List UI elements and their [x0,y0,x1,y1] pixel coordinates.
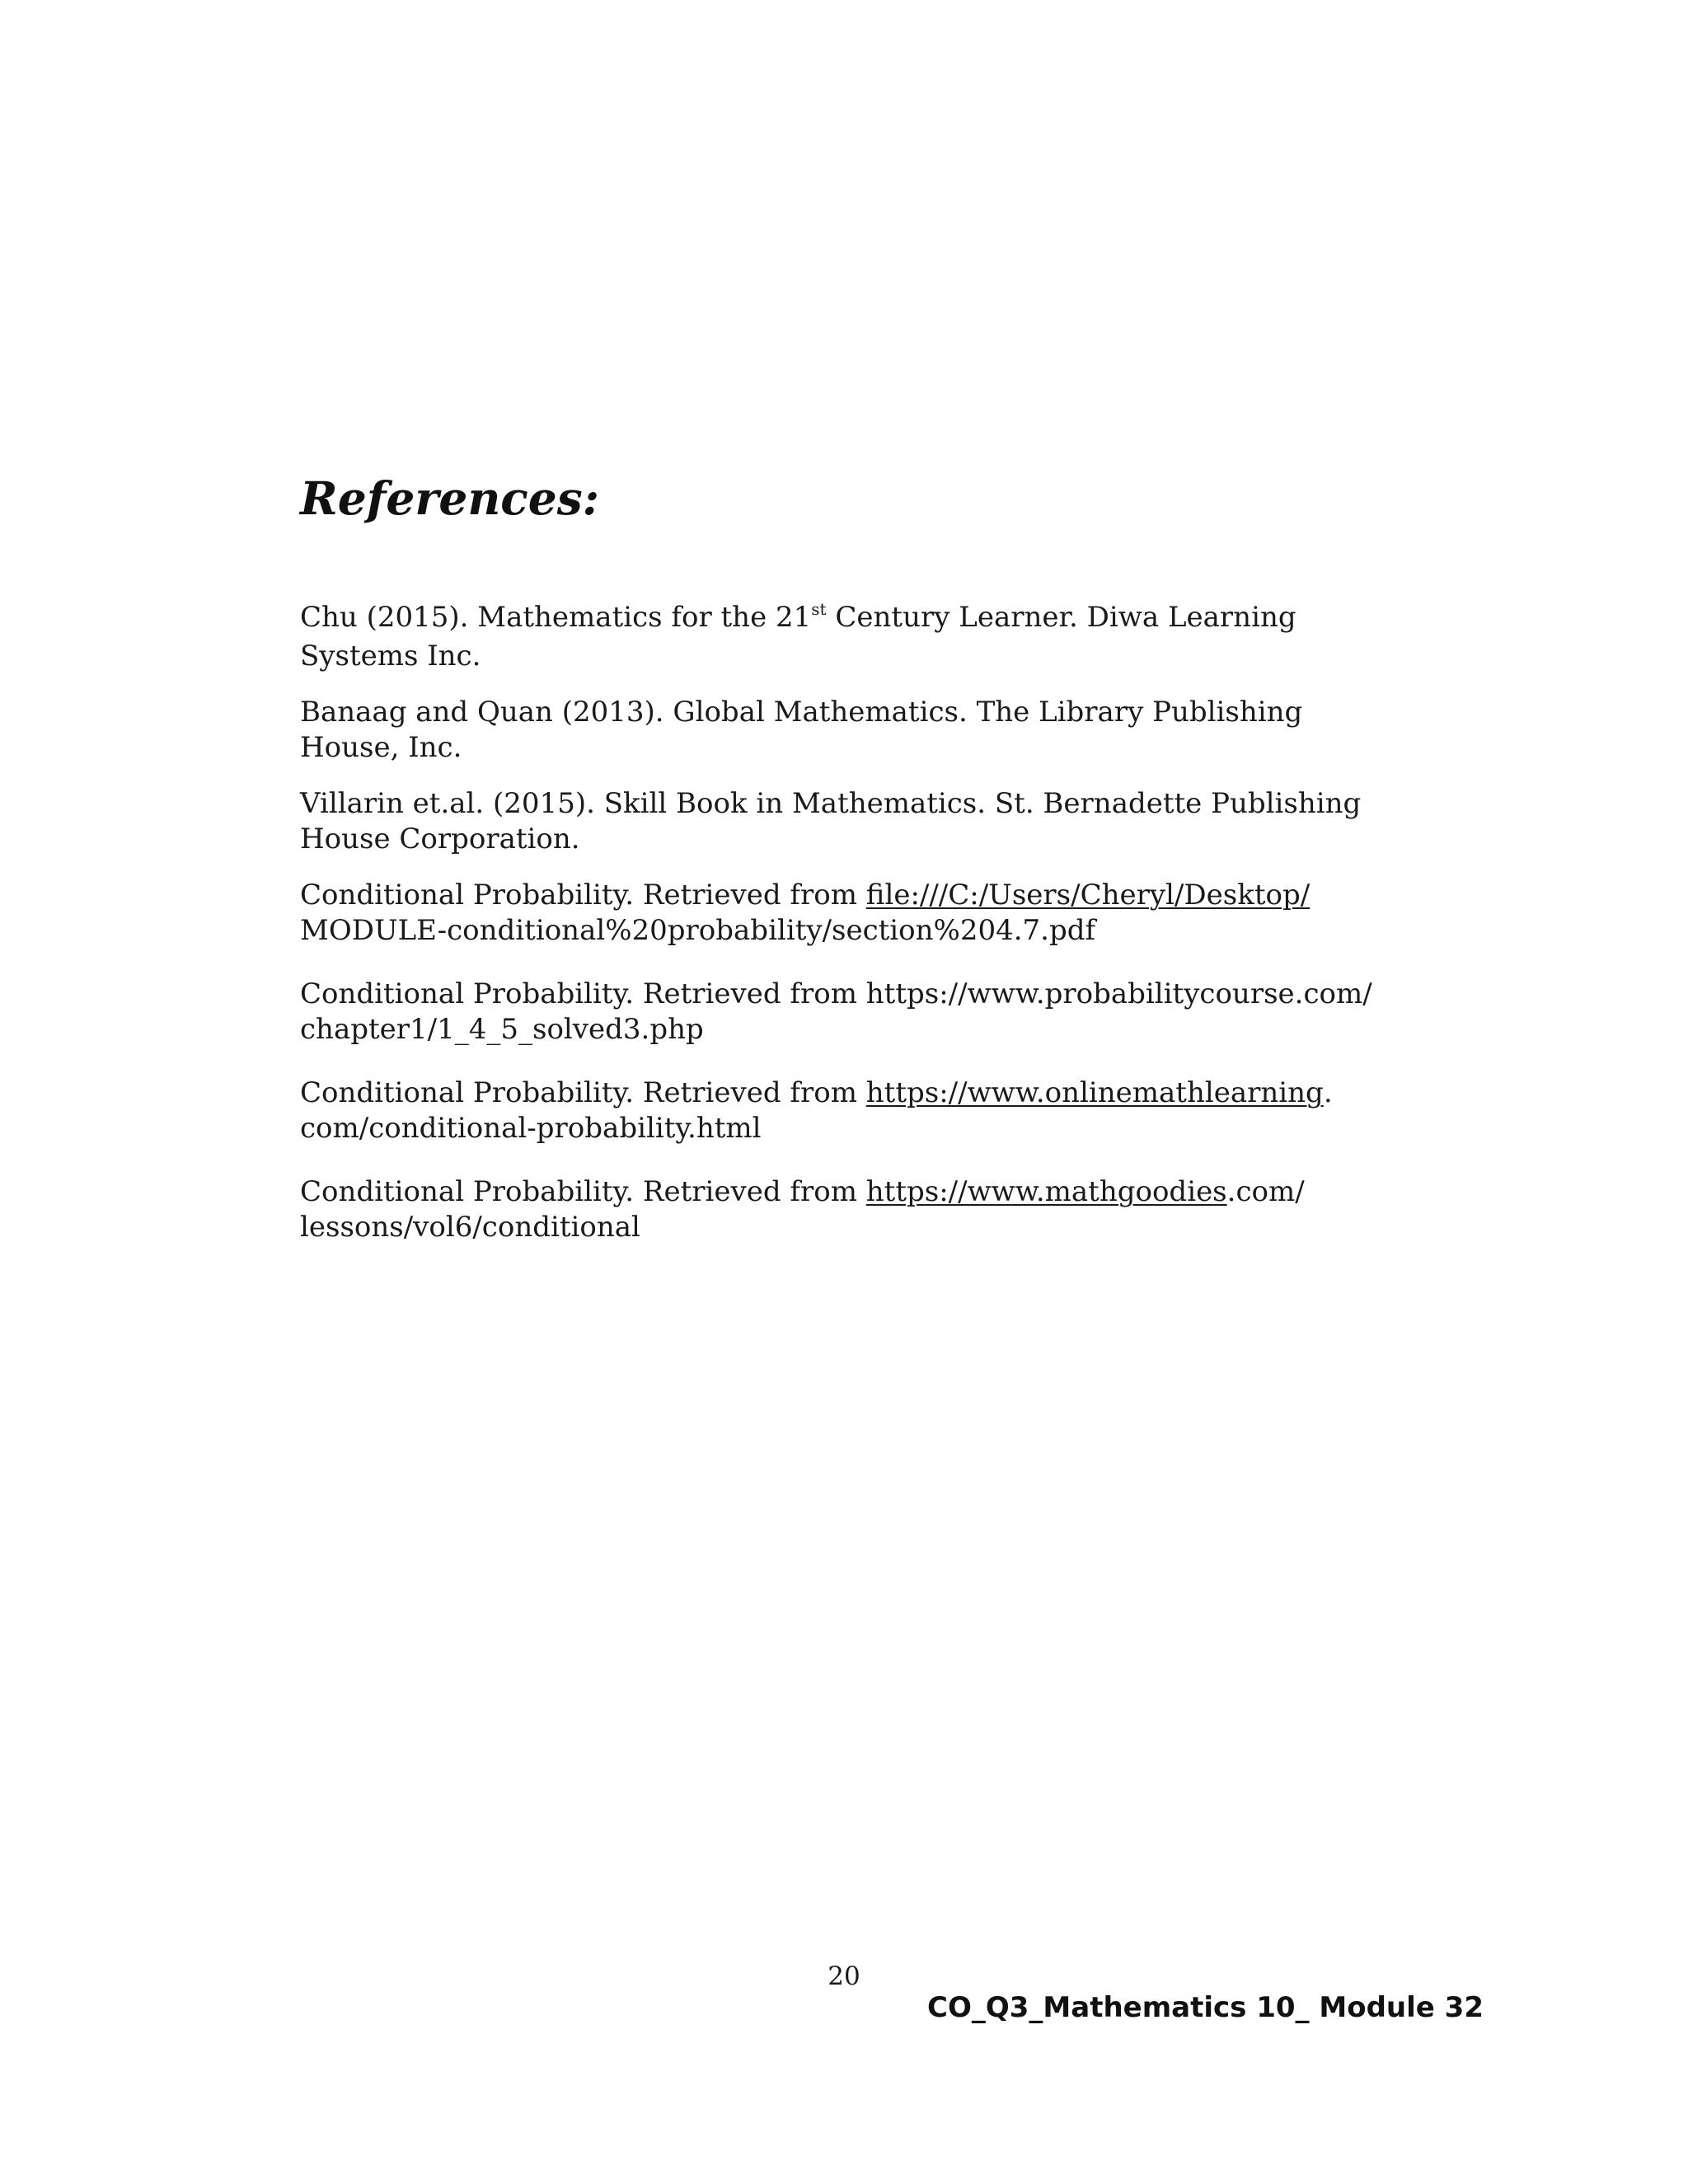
reference-continuation: Systems Inc. [300,640,481,673]
reference-continuation: chapter1/1_4_5_solved3.php [300,1013,704,1046]
reference-text: Banaag and Quan (2013). Global Mathematics. The Library Publishing [300,696,1303,729]
reference-link[interactable]: file:///C:/Users/Cheryl/Desktop/ [865,879,1311,912]
reference-continuation: MODULE-conditional%20probability/section%204.7.pdf [300,914,1096,947]
reference-text: Century Learner. Diwa Learning [826,601,1296,634]
reference-item [300,695,1470,766]
reference-text: Villarin et.al. (2015). Skill Book in Mathematics. St. Bernadette Publishing [300,787,1362,820]
reference-item [300,878,1470,949]
reference-item [300,977,1470,1047]
reference-continuation: House Corporation. [300,823,580,855]
reference-continuation: lessons/vol6/conditional [300,1211,640,1244]
reference-text: Conditional Probability. Retrieved from [300,1175,866,1208]
reference-text: Chu (2015). Mathematics for the 21 [300,601,812,634]
reference-item [300,1174,1470,1245]
reference-text: Conditional Probability. Retrieved from [300,879,866,912]
reference-item [300,600,1470,674]
module-code: CO_Q3_Mathematics 10_ Module 32 [927,1991,1484,2024]
reference-text: Conditional Probability. Retrieved from https://www.probabilitycourse.com/ [300,977,1372,1010]
reference-continuation: com/conditional-probability.html [300,1112,762,1145]
reference-continuation: House, Inc. [300,731,462,764]
reference-text: Conditional Probability. Retrieved from [300,1076,866,1109]
reference-text: .com/ [1226,1175,1305,1208]
reference-item [300,786,1470,857]
reference-link[interactable]: https://www.onlinemathlearning [865,1076,1324,1109]
reference-item [300,1076,1470,1146]
page-number: 20 [828,1961,860,1991]
reference-link[interactable]: https://www.mathgoodies [865,1175,1227,1208]
page-title: References: [300,471,600,525]
reference-text: . [1323,1076,1333,1109]
ordinal-suffix: st [811,599,827,619]
reference-list [300,600,1470,1245]
